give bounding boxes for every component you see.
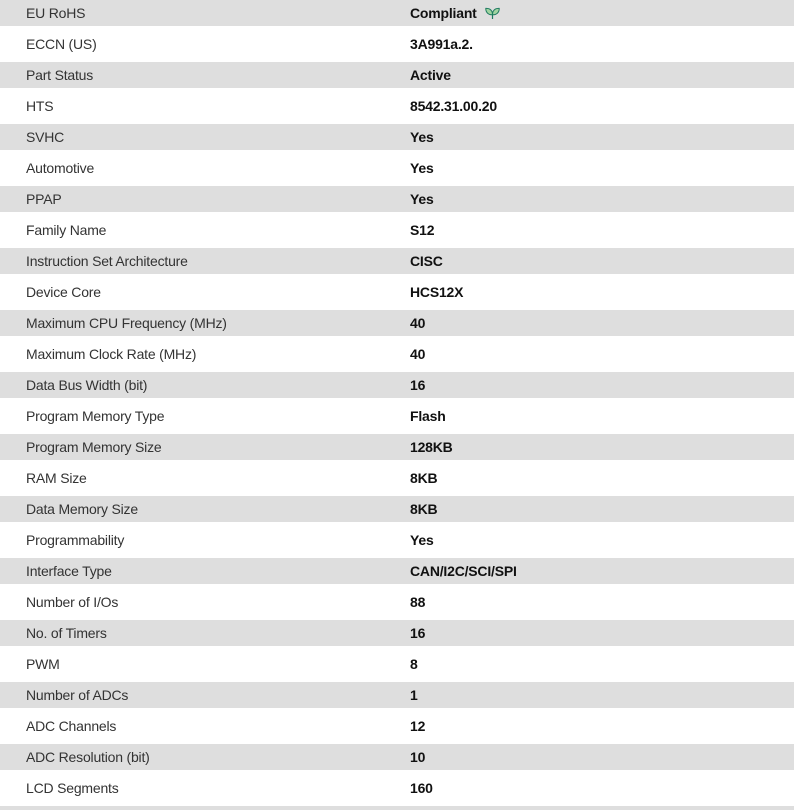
spec-value-text: 10 — [410, 749, 426, 765]
spec-row-band — [0, 93, 794, 119]
spec-label: Data Memory Size — [26, 501, 138, 517]
spec-value — [410, 594, 425, 610]
spec-row-band — [0, 248, 794, 274]
spec-value — [410, 408, 446, 424]
spec-row — [0, 217, 794, 248]
spec-row — [0, 682, 794, 713]
spec-row — [0, 651, 794, 682]
spec-value — [410, 36, 473, 52]
spec-row-band — [0, 0, 794, 26]
spec-value — [410, 222, 434, 238]
spec-row-band — [0, 217, 794, 243]
spec-row-band — [0, 341, 794, 367]
spec-label: Program Memory Type — [26, 408, 165, 424]
spec-label: Device Core — [26, 284, 101, 300]
spec-row-band — [0, 372, 794, 398]
spec-value — [410, 501, 437, 517]
spec-label: Data Bus Width (bit) — [26, 377, 148, 393]
spec-value — [410, 687, 418, 703]
spec-row — [0, 62, 794, 93]
spec-row-band — [0, 31, 794, 57]
spec-value-text: S12 — [410, 222, 435, 238]
spec-row-band — [0, 589, 794, 615]
spec-row-band — [0, 434, 794, 460]
spec-label: Interface Type — [26, 563, 112, 579]
spec-value-text: Yes — [410, 191, 434, 207]
spec-value-text: CISC — [410, 253, 443, 269]
spec-value-text: 8 — [410, 656, 418, 672]
spec-value — [410, 98, 497, 114]
spec-row — [0, 124, 794, 155]
spec-row — [0, 31, 794, 62]
spec-value-text: 12 — [410, 718, 426, 734]
spec-label: Part Status — [26, 67, 94, 83]
spec-row-band — [0, 403, 794, 429]
spec-row — [0, 0, 794, 31]
spec-value-text: 3A991a.2. — [410, 36, 473, 52]
spec-row-band — [0, 682, 794, 708]
spec-row-band — [0, 713, 794, 739]
spec-label: PPAP — [26, 191, 62, 207]
spec-value — [410, 191, 434, 207]
spec-label: RAM Size — [26, 470, 87, 486]
spec-value-text: Compliant — [410, 5, 477, 21]
spec-row-band — [0, 620, 794, 646]
spec-value — [410, 718, 425, 734]
spec-row-band — [0, 558, 794, 584]
spec-value — [410, 346, 425, 362]
spec-row-band — [0, 124, 794, 150]
spec-row — [0, 527, 794, 558]
spec-label: EU RoHS — [26, 5, 86, 21]
spec-row — [0, 713, 794, 744]
spec-value-text: 40 — [410, 346, 426, 362]
spec-label: Family Name — [26, 222, 107, 238]
spec-row — [0, 775, 794, 806]
spec-row-band — [0, 527, 794, 553]
spec-label: Maximum CPU Frequency (MHz) — [26, 315, 227, 331]
spec-value — [410, 780, 433, 796]
spec-row-band — [0, 155, 794, 181]
spec-label: ECCN (US) — [26, 36, 97, 52]
spec-value — [410, 656, 418, 672]
spec-label: LCD Segments — [26, 780, 119, 796]
spec-value — [410, 160, 434, 176]
spec-label: Programmability — [26, 532, 125, 548]
spec-label: ADC Resolution (bit) — [26, 749, 150, 765]
spec-value — [410, 67, 451, 83]
spec-value — [410, 470, 437, 486]
spec-label: PWM — [26, 656, 60, 672]
spec-row — [0, 155, 794, 186]
spec-value-text: Active — [410, 67, 451, 83]
spec-row — [0, 279, 794, 310]
spec-value-text: 1 — [410, 687, 418, 703]
spec-row-band — [0, 775, 794, 801]
spec-value-text: 8542.31.00.20 — [410, 98, 497, 114]
spec-label: Number of I/Os — [26, 594, 119, 610]
spec-label: SVHC — [26, 129, 65, 145]
spec-label: No. of Timers — [26, 625, 107, 641]
spec-value-text: 88 — [410, 594, 426, 610]
spec-label: Instruction Set Architecture — [26, 253, 188, 269]
spec-value-text: Yes — [410, 160, 434, 176]
spec-value-text: 8KB — [410, 470, 438, 486]
spec-row-band — [0, 496, 794, 522]
spec-value-text: Yes — [410, 129, 434, 145]
spec-row — [0, 186, 794, 217]
spec-row-band — [0, 744, 794, 770]
spec-value-text: Yes — [410, 532, 434, 548]
spec-row — [0, 341, 794, 372]
spec-row — [0, 434, 794, 465]
spec-value — [410, 253, 443, 269]
spec-row — [0, 372, 794, 403]
spec-value-text: 16 — [410, 377, 426, 393]
spec-row-band — [0, 186, 794, 212]
spec-value-text: 8KB — [410, 501, 438, 517]
spec-value-text: 128KB — [410, 439, 453, 455]
spec-value — [410, 315, 425, 331]
spec-row — [0, 620, 794, 651]
spec-value-text: 160 — [410, 780, 433, 796]
spec-row — [0, 558, 794, 589]
spec-label: Maximum Clock Rate (MHz) — [26, 346, 197, 362]
spec-label: Number of ADCs — [26, 687, 129, 703]
spec-value-text: Flash — [410, 408, 446, 424]
spec-value-text: 16 — [410, 625, 426, 641]
spec-value-text: CAN/I2C/SCI/SPI — [410, 563, 517, 579]
spec-row — [0, 465, 794, 496]
spec-value — [410, 563, 517, 579]
spec-value-text: 40 — [410, 315, 426, 331]
spec-value — [410, 749, 425, 765]
spec-row — [0, 744, 794, 775]
spec-value — [410, 129, 434, 145]
spec-value — [410, 284, 463, 300]
spec-row — [0, 496, 794, 527]
next-row-partial — [0, 806, 794, 810]
spec-row-band — [0, 465, 794, 491]
spec-row — [0, 93, 794, 124]
spec-row-band — [0, 279, 794, 305]
spec-value-text: HCS12X — [410, 284, 464, 300]
spec-row-band — [0, 310, 794, 336]
spec-label: HTS — [26, 98, 54, 114]
spec-row — [0, 403, 794, 434]
spec-label: Automotive — [26, 160, 95, 176]
spec-label: Program Memory Size — [26, 439, 162, 455]
spec-value — [410, 377, 425, 393]
spec-row-band — [0, 62, 794, 88]
spec-value — [410, 532, 434, 548]
spec-row — [0, 310, 794, 341]
spec-row-band — [0, 651, 794, 677]
spec-value — [410, 625, 425, 641]
spec-value — [410, 5, 501, 21]
spec-row — [0, 248, 794, 279]
spec-row — [0, 589, 794, 620]
spec-value — [410, 439, 453, 455]
spec-label: ADC Channels — [26, 718, 117, 734]
eco-leaf-icon — [484, 5, 501, 21]
